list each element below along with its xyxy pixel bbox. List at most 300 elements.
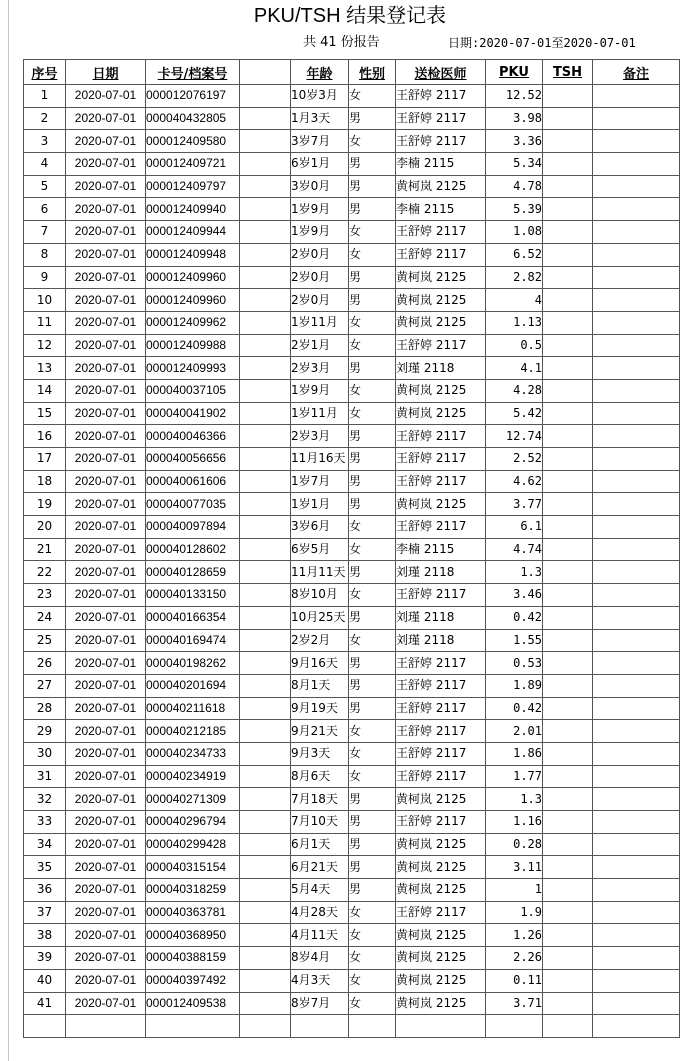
cell-card: 000012409944 bbox=[146, 221, 240, 244]
cell-date: 2020-07-01 bbox=[66, 175, 146, 198]
cell-note bbox=[593, 561, 680, 584]
cell-age: 3岁0月 bbox=[291, 175, 349, 198]
cell-doctor: 黄柯岚 2125 bbox=[396, 289, 486, 312]
table-row bbox=[24, 357, 680, 380]
cell-sex: 女 bbox=[349, 85, 396, 108]
cell-pku: 0.5 bbox=[486, 334, 543, 357]
cell-tsh bbox=[543, 311, 593, 334]
cell-date: 2020-07-01 bbox=[66, 153, 146, 176]
table-row-empty bbox=[24, 1015, 680, 1038]
cell-date: 2020-07-01 bbox=[66, 334, 146, 357]
cell-note bbox=[593, 311, 680, 334]
cell-tsh bbox=[543, 901, 593, 924]
cell-spacer bbox=[240, 924, 291, 947]
table-row bbox=[24, 289, 680, 312]
cell-tsh bbox=[543, 85, 593, 108]
cell-card: 000040388159 bbox=[146, 947, 240, 970]
table-row bbox=[24, 470, 680, 493]
table-row bbox=[24, 924, 680, 947]
cell-note bbox=[593, 652, 680, 675]
cell-card bbox=[146, 1015, 240, 1038]
cell-tsh bbox=[543, 697, 593, 720]
cell-tsh bbox=[543, 947, 593, 970]
cell-note bbox=[593, 243, 680, 266]
cell-seq: 38 bbox=[24, 924, 66, 947]
cell-tsh bbox=[543, 198, 593, 221]
cell-note bbox=[593, 697, 680, 720]
cell-card: 000012409797 bbox=[146, 175, 240, 198]
table-row bbox=[24, 833, 680, 856]
cell-note bbox=[593, 516, 680, 539]
table-row bbox=[24, 538, 680, 561]
cell-note bbox=[593, 289, 680, 312]
cell-age bbox=[291, 1015, 349, 1038]
cell-spacer bbox=[240, 720, 291, 743]
cell-sex: 女 bbox=[349, 992, 396, 1015]
cell-seq: 11 bbox=[24, 311, 66, 334]
cell-card: 000040318259 bbox=[146, 879, 240, 902]
cell-date: 2020-07-01 bbox=[66, 130, 146, 153]
cell-sex: 女 bbox=[349, 402, 396, 425]
cell-date: 2020-07-01 bbox=[66, 425, 146, 448]
cell-tsh bbox=[543, 357, 593, 380]
cell-date: 2020-07-01 bbox=[66, 448, 146, 471]
cell-sex: 女 bbox=[349, 947, 396, 970]
cell-date bbox=[66, 1015, 146, 1038]
cell-age: 6岁1月 bbox=[291, 153, 349, 176]
cell-tsh bbox=[543, 425, 593, 448]
cell-doctor: 刘瑾 2118 bbox=[396, 606, 486, 629]
cell-date: 2020-07-01 bbox=[66, 198, 146, 221]
col-header-spacer bbox=[240, 60, 291, 85]
cell-note bbox=[593, 720, 680, 743]
table-row bbox=[24, 334, 680, 357]
cell-spacer bbox=[240, 85, 291, 108]
cell-sex: 男 bbox=[349, 198, 396, 221]
cell-pku: 3.11 bbox=[486, 856, 543, 879]
report-count: 共 41 份报告 bbox=[303, 35, 380, 50]
cell-age: 10月25天 bbox=[291, 606, 349, 629]
cell-date: 2020-07-01 bbox=[66, 107, 146, 130]
cell-doctor: 王舒婷 2117 bbox=[396, 584, 486, 607]
cell-tsh bbox=[543, 674, 593, 697]
cell-sex: 男 bbox=[349, 175, 396, 198]
cell-age: 1岁11月 bbox=[291, 402, 349, 425]
cell-pku: 2.82 bbox=[486, 266, 543, 289]
col-header-pku: PKU bbox=[486, 60, 543, 85]
cell-age: 8岁10月 bbox=[291, 584, 349, 607]
cell-pku: 4.28 bbox=[486, 379, 543, 402]
cell-card: 000012409538 bbox=[146, 992, 240, 1015]
cell-date: 2020-07-01 bbox=[66, 538, 146, 561]
cell-pku: 0.28 bbox=[486, 833, 543, 856]
cell-card: 000012409988 bbox=[146, 334, 240, 357]
cell-spacer bbox=[240, 833, 291, 856]
cell-card: 000040234733 bbox=[146, 742, 240, 765]
cell-doctor: 黄柯岚 2125 bbox=[396, 788, 486, 811]
cell-date: 2020-07-01 bbox=[66, 85, 146, 108]
cell-card: 000040128602 bbox=[146, 538, 240, 561]
cell-date: 2020-07-01 bbox=[66, 584, 146, 607]
cell-card: 000040201694 bbox=[146, 674, 240, 697]
cell-doctor: 黄柯岚 2125 bbox=[396, 879, 486, 902]
cell-card: 000040169474 bbox=[146, 629, 240, 652]
table-body bbox=[24, 85, 680, 1038]
cell-age: 4月11天 bbox=[291, 924, 349, 947]
cell-doctor: 黄柯岚 2125 bbox=[396, 311, 486, 334]
cell-spacer bbox=[240, 606, 291, 629]
cell-spacer bbox=[240, 493, 291, 516]
cell-seq: 3 bbox=[24, 130, 66, 153]
cell-seq: 19 bbox=[24, 493, 66, 516]
cell-age: 2岁3月 bbox=[291, 425, 349, 448]
cell-tsh bbox=[543, 289, 593, 312]
cell-age: 9月19天 bbox=[291, 697, 349, 720]
cell-seq: 17 bbox=[24, 448, 66, 471]
cell-age: 6月21天 bbox=[291, 856, 349, 879]
cell-doctor: 刘瑾 2118 bbox=[396, 357, 486, 380]
col-header-age: 年龄 bbox=[291, 60, 349, 85]
cell-seq: 15 bbox=[24, 402, 66, 425]
cell-doctor: 王舒婷 2117 bbox=[396, 130, 486, 153]
cell-date: 2020-07-01 bbox=[66, 379, 146, 402]
cell-age: 6岁5月 bbox=[291, 538, 349, 561]
cell-age: 8岁7月 bbox=[291, 992, 349, 1015]
cell-card: 000040061606 bbox=[146, 470, 240, 493]
table-row bbox=[24, 448, 680, 471]
cell-age: 9月3天 bbox=[291, 742, 349, 765]
cell-note bbox=[593, 153, 680, 176]
cell-tsh bbox=[543, 470, 593, 493]
cell-tsh bbox=[543, 765, 593, 788]
cell-date: 2020-07-01 bbox=[66, 470, 146, 493]
cell-doctor: 王舒婷 2117 bbox=[396, 765, 486, 788]
cell-spacer bbox=[240, 425, 291, 448]
table-header-row bbox=[24, 60, 680, 85]
cell-seq: 4 bbox=[24, 153, 66, 176]
cell-card: 000012409940 bbox=[146, 198, 240, 221]
cell-spacer bbox=[240, 765, 291, 788]
col-header-tsh: TSH bbox=[543, 60, 593, 85]
cell-spacer bbox=[240, 674, 291, 697]
cell-note bbox=[593, 175, 680, 198]
cell-note bbox=[593, 788, 680, 811]
cell-card: 000040037105 bbox=[146, 379, 240, 402]
cell-tsh bbox=[543, 629, 593, 652]
cell-tsh bbox=[543, 402, 593, 425]
cell-age: 4月3天 bbox=[291, 969, 349, 992]
cell-tsh bbox=[543, 379, 593, 402]
cell-sex: 男 bbox=[349, 833, 396, 856]
cell-sex: 女 bbox=[349, 379, 396, 402]
cell-spacer bbox=[240, 584, 291, 607]
cell-tsh bbox=[543, 334, 593, 357]
cell-age: 3岁6月 bbox=[291, 516, 349, 539]
table-row bbox=[24, 493, 680, 516]
cell-age: 1岁11月 bbox=[291, 311, 349, 334]
table-row bbox=[24, 425, 680, 448]
cell-note bbox=[593, 833, 680, 856]
table-row bbox=[24, 697, 680, 720]
cell-pku: 12.52 bbox=[486, 85, 543, 108]
cell-date: 2020-07-01 bbox=[66, 765, 146, 788]
cell-sex: 男 bbox=[349, 697, 396, 720]
cell-note bbox=[593, 85, 680, 108]
cell-note bbox=[593, 130, 680, 153]
cell-seq: 10 bbox=[24, 289, 66, 312]
cell-sex: 男 bbox=[349, 266, 396, 289]
cell-card: 000040097894 bbox=[146, 516, 240, 539]
cell-spacer bbox=[240, 243, 291, 266]
cell-seq: 39 bbox=[24, 947, 66, 970]
cell-pku: 0.53 bbox=[486, 652, 543, 675]
cell-age: 1岁7月 bbox=[291, 470, 349, 493]
cell-doctor: 王舒婷 2117 bbox=[396, 107, 486, 130]
cell-seq: 9 bbox=[24, 266, 66, 289]
cell-date: 2020-07-01 bbox=[66, 924, 146, 947]
cell-pku: 5.34 bbox=[486, 153, 543, 176]
cell-note bbox=[593, 629, 680, 652]
cell-tsh bbox=[543, 493, 593, 516]
cell-doctor: 黄柯岚 2125 bbox=[396, 493, 486, 516]
cell-seq: 41 bbox=[24, 992, 66, 1015]
cell-note bbox=[593, 584, 680, 607]
cell-age: 2岁1月 bbox=[291, 334, 349, 357]
cell-date: 2020-07-01 bbox=[66, 901, 146, 924]
col-header-seq: 序号 bbox=[24, 60, 66, 85]
cell-sex: 男 bbox=[349, 879, 396, 902]
cell-age: 7月18天 bbox=[291, 788, 349, 811]
cell-spacer bbox=[240, 969, 291, 992]
cell-note bbox=[593, 742, 680, 765]
cell-card: 000012409580 bbox=[146, 130, 240, 153]
cell-pku: 3.77 bbox=[486, 493, 543, 516]
cell-note bbox=[593, 879, 680, 902]
cell-seq: 29 bbox=[24, 720, 66, 743]
cell-pku: 1.08 bbox=[486, 221, 543, 244]
cell-spacer bbox=[240, 992, 291, 1015]
cell-seq: 28 bbox=[24, 697, 66, 720]
cell-card: 000040299428 bbox=[146, 833, 240, 856]
cell-sex: 女 bbox=[349, 130, 396, 153]
cell-sex: 女 bbox=[349, 538, 396, 561]
cell-spacer bbox=[240, 153, 291, 176]
cell-card: 000040211618 bbox=[146, 697, 240, 720]
cell-doctor: 王舒婷 2117 bbox=[396, 243, 486, 266]
cell-card: 000040046366 bbox=[146, 425, 240, 448]
table-row bbox=[24, 130, 680, 153]
cell-spacer bbox=[240, 811, 291, 834]
table-row bbox=[24, 901, 680, 924]
cell-seq: 26 bbox=[24, 652, 66, 675]
cell-sex: 女 bbox=[349, 243, 396, 266]
cell-pku: 3.71 bbox=[486, 992, 543, 1015]
cell-note bbox=[593, 969, 680, 992]
table-row bbox=[24, 153, 680, 176]
cell-pku: 3.46 bbox=[486, 584, 543, 607]
table-row bbox=[24, 85, 680, 108]
table-row bbox=[24, 674, 680, 697]
cell-seq: 30 bbox=[24, 742, 66, 765]
cell-doctor: 王舒婷 2117 bbox=[396, 720, 486, 743]
table-row bbox=[24, 266, 680, 289]
cell-tsh bbox=[543, 561, 593, 584]
cell-note bbox=[593, 493, 680, 516]
cell-seq: 32 bbox=[24, 788, 66, 811]
table-row bbox=[24, 584, 680, 607]
cell-card: 000040315154 bbox=[146, 856, 240, 879]
cell-doctor: 王舒婷 2117 bbox=[396, 901, 486, 924]
cell-date: 2020-07-01 bbox=[66, 402, 146, 425]
cell-note bbox=[593, 266, 680, 289]
cell-tsh bbox=[543, 742, 593, 765]
cell-pku: 1.89 bbox=[486, 674, 543, 697]
cell-seq: 20 bbox=[24, 516, 66, 539]
cell-sex: 男 bbox=[349, 425, 396, 448]
cell-sex: 男 bbox=[349, 153, 396, 176]
cell-card: 000040077035 bbox=[146, 493, 240, 516]
cell-seq: 8 bbox=[24, 243, 66, 266]
cell-card: 000040368950 bbox=[146, 924, 240, 947]
cell-sex: 女 bbox=[349, 720, 396, 743]
cell-age: 1岁9月 bbox=[291, 198, 349, 221]
cell-card: 000040296794 bbox=[146, 811, 240, 834]
cell-date: 2020-07-01 bbox=[66, 289, 146, 312]
cell-pku: 1.77 bbox=[486, 765, 543, 788]
cell-age: 8月6天 bbox=[291, 765, 349, 788]
cell-sex: 男 bbox=[349, 856, 396, 879]
cell-date: 2020-07-01 bbox=[66, 493, 146, 516]
cell-spacer bbox=[240, 1015, 291, 1038]
cell-doctor: 王舒婷 2117 bbox=[396, 697, 486, 720]
cell-pku: 12.74 bbox=[486, 425, 543, 448]
cell-spacer bbox=[240, 402, 291, 425]
cell-doctor: 王舒婷 2117 bbox=[396, 85, 486, 108]
cell-note bbox=[593, 470, 680, 493]
cell-age: 2岁0月 bbox=[291, 289, 349, 312]
table-row bbox=[24, 969, 680, 992]
cell-doctor: 王舒婷 2117 bbox=[396, 674, 486, 697]
cell-spacer bbox=[240, 379, 291, 402]
cell-sex: 女 bbox=[349, 924, 396, 947]
cell-pku: 2.26 bbox=[486, 947, 543, 970]
table-row bbox=[24, 175, 680, 198]
cell-seq: 35 bbox=[24, 856, 66, 879]
cell-sex: 男 bbox=[349, 788, 396, 811]
cell-date: 2020-07-01 bbox=[66, 357, 146, 380]
cell-spacer bbox=[240, 130, 291, 153]
cell-card: 000012409993 bbox=[146, 357, 240, 380]
cell-doctor: 刘瑾 2118 bbox=[396, 629, 486, 652]
cell-seq bbox=[24, 1015, 66, 1038]
table-row bbox=[24, 606, 680, 629]
cell-date: 2020-07-01 bbox=[66, 652, 146, 675]
cell-spacer bbox=[240, 334, 291, 357]
cell-tsh bbox=[543, 538, 593, 561]
cell-note bbox=[593, 606, 680, 629]
col-header-card: 卡号/档案号 bbox=[146, 60, 240, 85]
cell-pku: 1.16 bbox=[486, 811, 543, 834]
cell-spacer bbox=[240, 561, 291, 584]
cell-spacer bbox=[240, 175, 291, 198]
cell-note bbox=[593, 107, 680, 130]
cell-sex: 男 bbox=[349, 448, 396, 471]
cell-note bbox=[593, 992, 680, 1015]
cell-tsh bbox=[543, 720, 593, 743]
cell-sex: 女 bbox=[349, 221, 396, 244]
cell-spacer bbox=[240, 221, 291, 244]
cell-sex: 男 bbox=[349, 470, 396, 493]
cell-sex: 女 bbox=[349, 629, 396, 652]
cell-seq: 40 bbox=[24, 969, 66, 992]
cell-doctor: 李楠 2115 bbox=[396, 198, 486, 221]
cell-pku: 6.1 bbox=[486, 516, 543, 539]
cell-seq: 25 bbox=[24, 629, 66, 652]
cell-doctor: 黄柯岚 2125 bbox=[396, 379, 486, 402]
table-row bbox=[24, 243, 680, 266]
cell-age: 6月1天 bbox=[291, 833, 349, 856]
cell-tsh bbox=[543, 130, 593, 153]
report-summary bbox=[0, 35, 700, 51]
cell-spacer bbox=[240, 901, 291, 924]
cell-spacer bbox=[240, 448, 291, 471]
cell-seq: 18 bbox=[24, 470, 66, 493]
cell-spacer bbox=[240, 107, 291, 130]
cell-tsh bbox=[543, 856, 593, 879]
cell-card: 000040397492 bbox=[146, 969, 240, 992]
cell-tsh bbox=[543, 652, 593, 675]
table-row bbox=[24, 742, 680, 765]
cell-age: 3岁7月 bbox=[291, 130, 349, 153]
cell-age: 1月3天 bbox=[291, 107, 349, 130]
cell-sex: 女 bbox=[349, 584, 396, 607]
cell-pku: 5.42 bbox=[486, 402, 543, 425]
cell-seq: 2 bbox=[24, 107, 66, 130]
cell-date: 2020-07-01 bbox=[66, 561, 146, 584]
cell-seq: 33 bbox=[24, 811, 66, 834]
cell-seq: 6 bbox=[24, 198, 66, 221]
table-row bbox=[24, 652, 680, 675]
cell-date: 2020-07-01 bbox=[66, 788, 146, 811]
table-row bbox=[24, 765, 680, 788]
cell-pku: 1.3 bbox=[486, 788, 543, 811]
cell-doctor: 王舒婷 2117 bbox=[396, 811, 486, 834]
cell-date: 2020-07-01 bbox=[66, 606, 146, 629]
cell-seq: 12 bbox=[24, 334, 66, 357]
cell-spacer bbox=[240, 629, 291, 652]
table-row bbox=[24, 856, 680, 879]
cell-spacer bbox=[240, 856, 291, 879]
cell-sex: 女 bbox=[349, 311, 396, 334]
cell-spacer bbox=[240, 357, 291, 380]
table-row bbox=[24, 629, 680, 652]
cell-note bbox=[593, 947, 680, 970]
page-left-rule bbox=[8, 0, 9, 1061]
table-row bbox=[24, 879, 680, 902]
cell-seq: 23 bbox=[24, 584, 66, 607]
cell-age: 7月10天 bbox=[291, 811, 349, 834]
cell-sex: 男 bbox=[349, 811, 396, 834]
cell-age: 9月16天 bbox=[291, 652, 349, 675]
cell-tsh bbox=[543, 969, 593, 992]
cell-date: 2020-07-01 bbox=[66, 516, 146, 539]
cell-sex: 男 bbox=[349, 289, 396, 312]
cell-card: 000040198262 bbox=[146, 652, 240, 675]
cell-seq: 1 bbox=[24, 85, 66, 108]
cell-card: 000040166354 bbox=[146, 606, 240, 629]
cell-seq: 14 bbox=[24, 379, 66, 402]
cell-note bbox=[593, 198, 680, 221]
